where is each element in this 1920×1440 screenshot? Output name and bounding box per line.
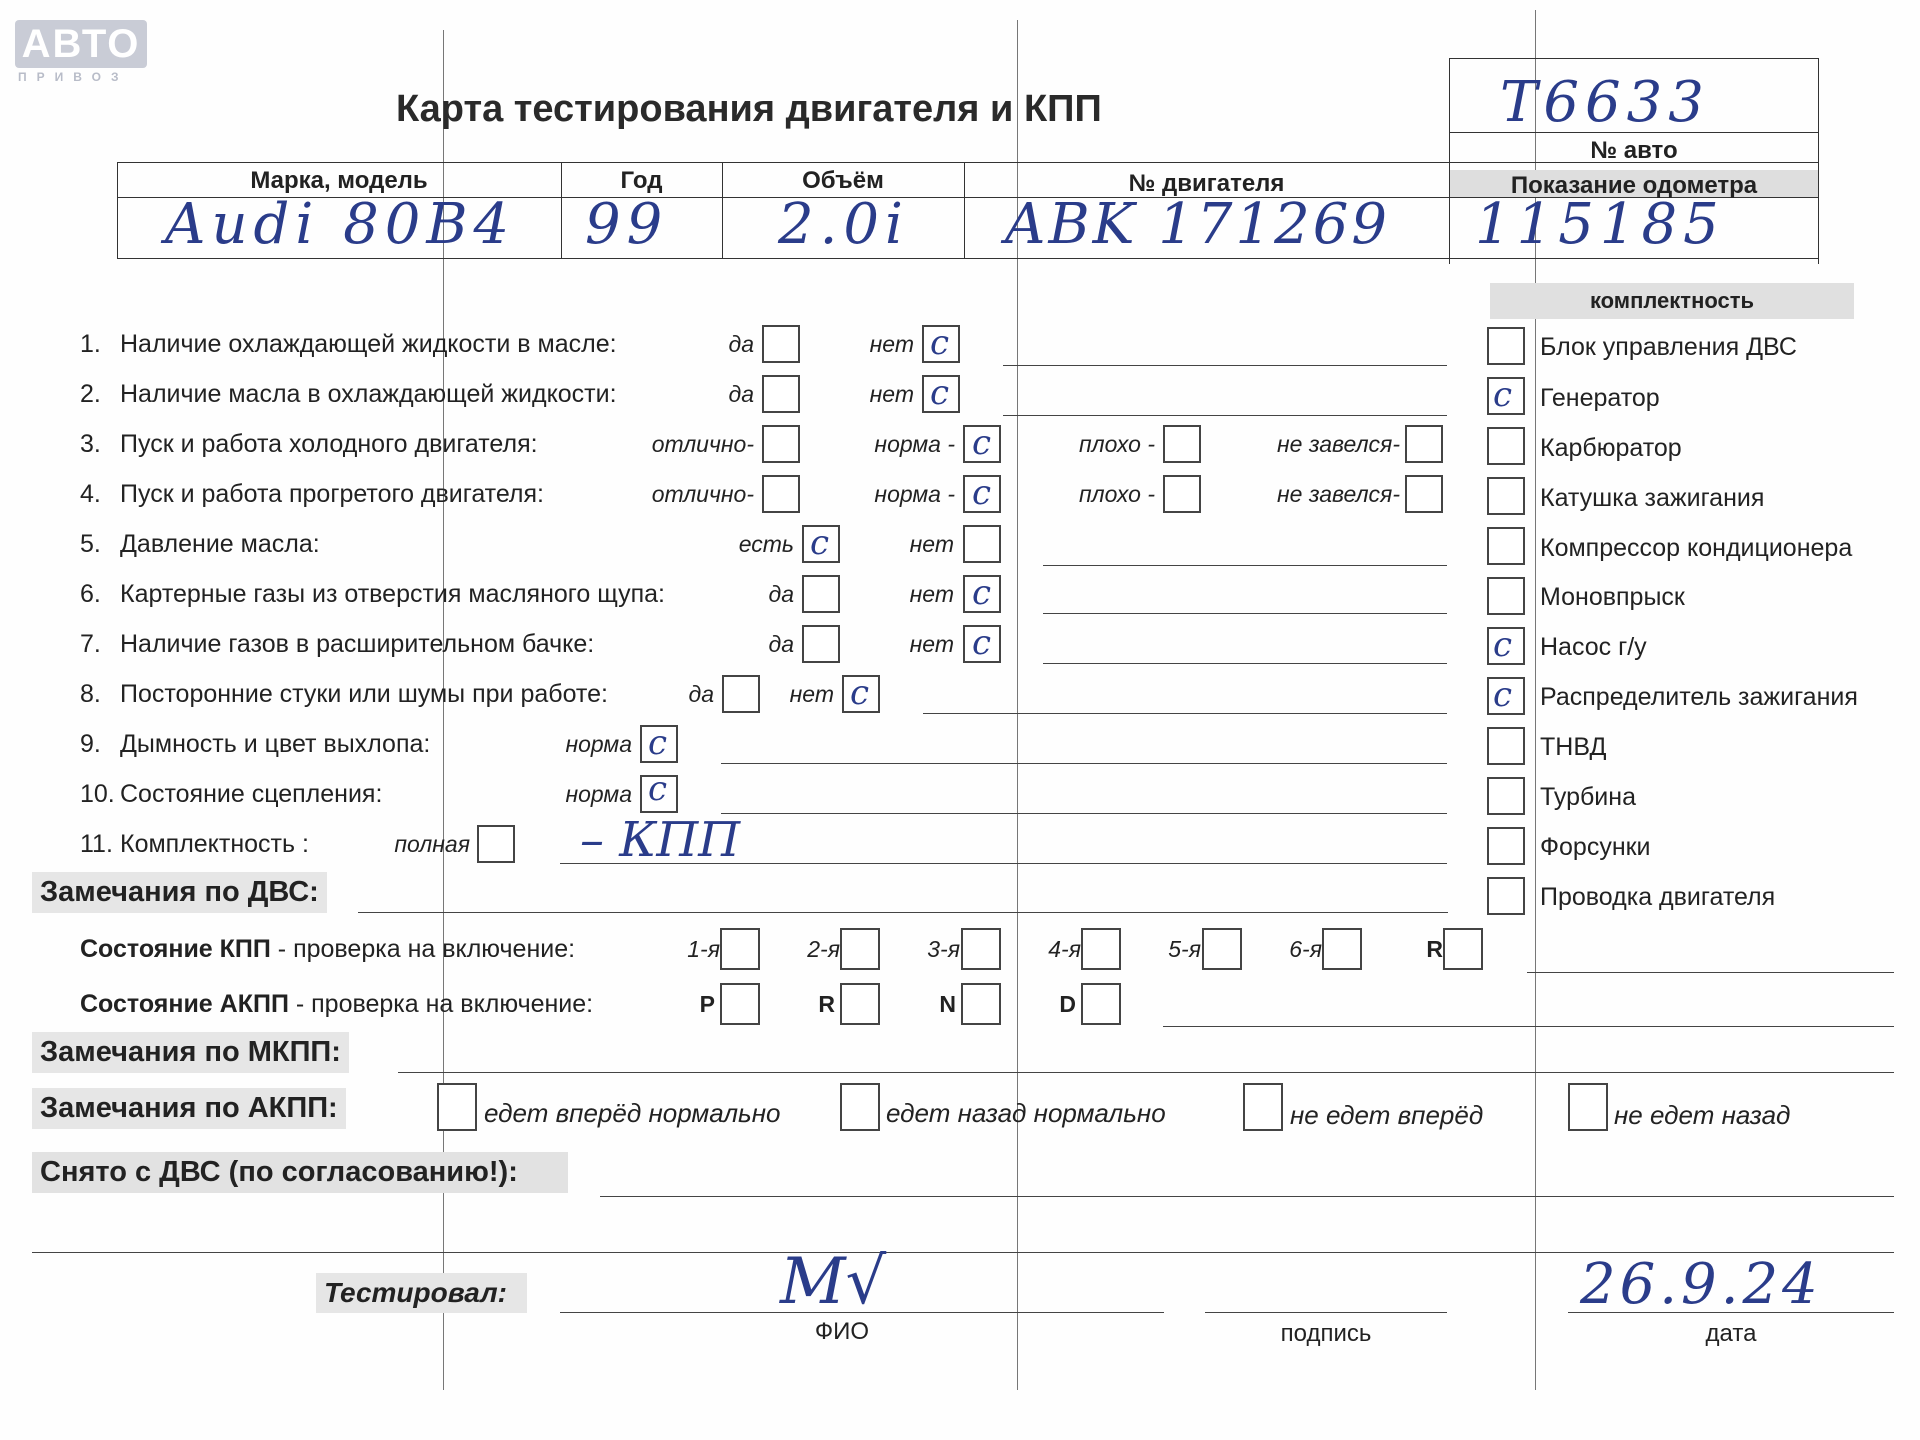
gear-checkbox[interactable]	[1443, 928, 1483, 970]
gear-checkbox[interactable]	[1081, 928, 1121, 970]
option-label: норма	[565, 731, 632, 757]
tested-by-label: Тестировал:	[316, 1273, 527, 1313]
mode-label: R	[818, 991, 835, 1017]
removed-line[interactable]	[600, 1196, 1894, 1197]
check-mark: c	[972, 473, 992, 513]
option-label: отлично-	[651, 481, 754, 507]
gear-label: 4-я	[1048, 936, 1081, 962]
komplektnost-item: Компрессор кондиционера	[1540, 534, 1853, 562]
checkbox[interactable]	[963, 525, 1001, 563]
question-9: 9. Дымность и цвет выхлопа:	[80, 730, 431, 758]
fio-line[interactable]	[560, 1312, 1164, 1313]
test-date: 26.9.24	[1580, 1252, 1822, 1317]
signature-line[interactable]	[1205, 1312, 1447, 1313]
akpp-remarks-line[interactable]	[1163, 1026, 1894, 1027]
check-mark: c	[930, 323, 950, 363]
mode-label: D	[1059, 991, 1076, 1017]
komplektnost-item: Блок управления ДВС	[1540, 333, 1797, 361]
komplektnost-item: ТНВД	[1540, 733, 1607, 761]
brand-model-label: Марка, модель	[250, 167, 428, 194]
checkbox[interactable]	[1487, 427, 1525, 465]
mode-checkbox[interactable]	[720, 983, 760, 1025]
option-label: нет	[869, 381, 914, 407]
checkbox[interactable]	[1568, 1083, 1608, 1131]
checkbox[interactable]	[722, 675, 760, 713]
option-label: норма -	[874, 431, 955, 457]
checkbox[interactable]	[1243, 1083, 1283, 1131]
akpp-check-label: Состояние АКПП - проверка на включение:	[80, 990, 594, 1018]
volume-label: Объём	[802, 167, 884, 194]
tester-signature: М√	[780, 1245, 887, 1319]
option-label: есть	[738, 531, 794, 557]
brand-model-value: Audi 80B4	[165, 192, 516, 257]
question-6: 6. Картерные газы из отверстия масляного щупа:	[80, 580, 665, 608]
page-title: Карта тестирования двигателя и КПП	[396, 88, 1102, 130]
option-label: плохо -	[1079, 481, 1155, 507]
option-label: да	[728, 381, 754, 407]
logo-subtitle: ПРИВОЗ	[18, 70, 129, 84]
option-label: полная	[394, 831, 470, 857]
engine-number-label: № двигателя	[1128, 170, 1285, 197]
volume-value: 2.0i	[778, 192, 909, 257]
checkbox[interactable]	[802, 625, 840, 663]
checkbox[interactable]	[1487, 877, 1525, 915]
answer-line[interactable]	[1043, 565, 1447, 566]
check-mark: c	[972, 423, 992, 463]
check-mark: c	[810, 523, 830, 563]
question-8: 8. Посторонние стуки или шумы при работе:	[80, 680, 608, 708]
option-label: норма	[565, 781, 632, 807]
gear-checkbox[interactable]	[1322, 928, 1362, 970]
item-11-note: – КПП	[580, 812, 741, 868]
gear-label: 6-я	[1289, 936, 1322, 962]
checkbox[interactable]	[1405, 425, 1443, 463]
komplektnost-item: Проводка двигателя	[1540, 883, 1776, 911]
checkbox[interactable]	[762, 475, 800, 513]
checkbox[interactable]	[1163, 475, 1201, 513]
vehicle-number-label: № авто	[1590, 137, 1678, 164]
check-mark: c	[972, 573, 992, 613]
option-label: норма -	[874, 481, 955, 507]
option-label: не завелся-	[1276, 431, 1400, 457]
year-value: 99	[585, 192, 669, 257]
answer-line[interactable]	[1043, 613, 1447, 614]
checkbox[interactable]	[1487, 477, 1525, 515]
mode-label: P	[699, 991, 715, 1017]
option-label: не завелся-	[1276, 481, 1400, 507]
komplektnost-item: Распределитель зажигания	[1540, 683, 1858, 711]
option-label: нет	[789, 681, 834, 707]
answer-line[interactable]	[560, 863, 1447, 864]
komplektnost-item: Генератор	[1540, 384, 1660, 412]
checkbox[interactable]	[762, 325, 800, 363]
removed-label: Снято с ДВС (по согласованию!):	[32, 1152, 568, 1193]
option-label: да	[728, 331, 754, 357]
mode-checkbox[interactable]	[840, 983, 880, 1025]
date-line[interactable]	[1568, 1312, 1894, 1313]
checkbox[interactable]	[1487, 827, 1525, 865]
kpp-check-label: Состояние КПП - проверка на включение:	[80, 935, 576, 963]
akpp-option-label: едет назад нормально	[886, 1098, 1166, 1128]
komplektnost-item: Турбина	[1540, 783, 1636, 811]
mode-checkbox[interactable]	[1081, 983, 1121, 1025]
answer-line[interactable]	[923, 713, 1447, 714]
fio-caption: ФИО	[814, 1318, 870, 1345]
akpp-option-label: не едет вперёд	[1290, 1100, 1484, 1130]
gear-checkbox[interactable]	[840, 928, 880, 970]
checkbox[interactable]	[1487, 577, 1525, 615]
answer-line[interactable]	[1003, 415, 1447, 416]
akpp-option-label: едет вперёд нормально	[484, 1098, 781, 1128]
checkbox[interactable]	[762, 375, 800, 413]
odometer-label: Показание одометра	[1510, 172, 1758, 199]
komplektnost-item: Катушка зажигания	[1540, 484, 1765, 512]
komplektnost-title: комплектность	[1490, 283, 1854, 319]
checkbox[interactable]	[1487, 727, 1525, 765]
remarks-akpp-label: Замечания по АКПП:	[32, 1088, 346, 1129]
gear-label: 2-я	[807, 936, 840, 962]
option-label: нет	[909, 581, 954, 607]
question-7: 7. Наличие газов в расширительном бачке:	[80, 630, 595, 658]
option-label: отлично-	[651, 431, 754, 457]
check-mark: c	[972, 623, 992, 663]
checkbox[interactable]	[1487, 527, 1525, 565]
check-mark: c	[648, 723, 668, 763]
odometer-value: 115185	[1475, 192, 1725, 257]
question-2: 2. Наличие масла в охлаждающей жидкости:	[80, 380, 617, 408]
gear-checkbox[interactable]	[961, 928, 1001, 970]
logo-text: АВТО	[21, 21, 141, 66]
remarks-dvs-label: Замечания по ДВС:	[32, 872, 327, 913]
checkbox[interactable]	[1163, 425, 1201, 463]
question-5: 5. Давление масла:	[80, 530, 320, 558]
answer-line[interactable]	[721, 813, 1447, 814]
checkbox[interactable]	[1487, 327, 1525, 365]
signature-caption: подпись	[1280, 1320, 1372, 1347]
komplektnost-item: Насос г/у	[1540, 633, 1647, 661]
checkbox[interactable]	[802, 575, 840, 613]
check-mark: c	[850, 673, 870, 713]
akpp-option-label: не едет назад	[1614, 1100, 1791, 1130]
checkbox[interactable]	[1405, 475, 1443, 513]
kpp-remarks-line[interactable]	[1527, 972, 1894, 973]
gear-label: 1-я	[687, 936, 720, 962]
gear-label: 3-я	[927, 936, 960, 962]
komplektnost-item: Карбюратор	[1540, 434, 1682, 462]
komplektnost-item: Форсунки	[1540, 833, 1651, 861]
answer-line[interactable]	[721, 763, 1447, 764]
year-label: Год	[620, 167, 663, 194]
engine-number-value: ABK 171269	[1005, 192, 1391, 257]
vehicle-number-value: Т6633	[1500, 70, 1710, 135]
question-3: 3. Пуск и работа холодного двигателя:	[80, 430, 538, 458]
option-label: да	[688, 681, 714, 707]
option-label: да	[768, 581, 794, 607]
option-label: нет	[909, 631, 954, 657]
gear-label: R	[1426, 936, 1443, 962]
remarks-mkpp-label: Замечания по МКПП:	[32, 1032, 349, 1073]
option-label: да	[768, 631, 794, 657]
brand-logo	[15, 20, 147, 68]
checkbox[interactable]	[477, 825, 515, 863]
check-mark: c	[930, 373, 950, 413]
option-label: плохо -	[1079, 431, 1155, 457]
gear-checkbox[interactable]	[1202, 928, 1242, 970]
mode-label: N	[939, 991, 956, 1017]
gear-checkbox[interactable]	[720, 928, 760, 970]
checkbox[interactable]	[762, 425, 800, 463]
check-mark: c	[1493, 625, 1513, 665]
check-mark: c	[1493, 675, 1513, 715]
checkbox[interactable]	[1487, 777, 1525, 815]
question-10: 10. Состояние сцепления:	[80, 780, 383, 808]
option-label: нет	[869, 331, 914, 357]
checkbox[interactable]	[437, 1083, 477, 1131]
remarks-mkpp-line[interactable]	[398, 1072, 1894, 1073]
question-1: 1. Наличие охлаждающей жидкости в масле:	[80, 330, 617, 358]
check-mark: c	[1493, 375, 1513, 415]
question-4: 4. Пуск и работа прогретого двигателя:	[80, 480, 544, 508]
answer-line[interactable]	[1003, 365, 1447, 366]
remarks-dvs-line[interactable]	[358, 912, 1448, 913]
komplektnost-item: Моновпрыск	[1540, 583, 1685, 611]
mode-checkbox[interactable]	[961, 983, 1001, 1025]
checkbox[interactable]	[840, 1083, 880, 1131]
gear-label: 5-я	[1168, 936, 1201, 962]
question-11: 11. Комплектность :	[80, 830, 309, 858]
answer-line[interactable]	[1043, 663, 1447, 664]
option-label: нет	[909, 531, 954, 557]
date-caption: дата	[1705, 1320, 1757, 1347]
check-mark: c	[648, 769, 668, 809]
